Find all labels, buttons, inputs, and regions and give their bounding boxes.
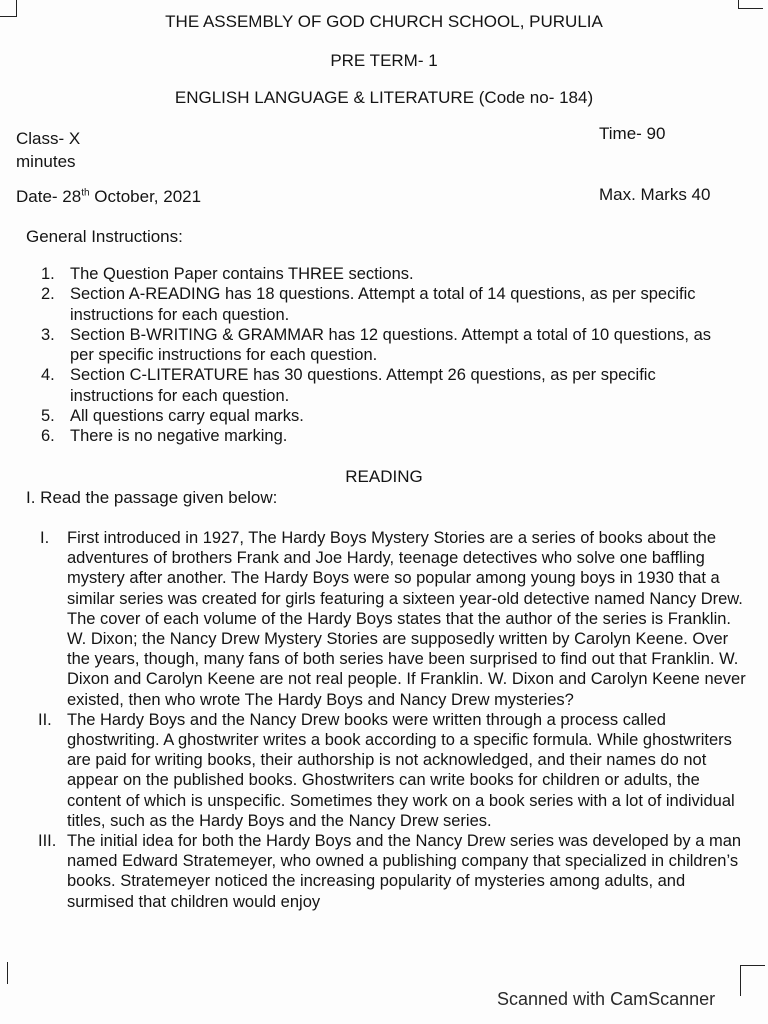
passage-paragraph <box>0 710 747 831</box>
instructions-list <box>0 264 768 447</box>
instructions-heading: General Instructions: <box>26 227 183 246</box>
time-label: Time- 90 <box>599 124 666 143</box>
paragraph-number: I. <box>40 529 50 547</box>
scanner-watermark: Scanned with CamScanner <box>497 989 716 1009</box>
instruction-item <box>0 406 730 426</box>
date-ordinal: th <box>81 187 90 199</box>
paragraph-number: III. <box>38 832 57 851</box>
exam-date <box>16 187 201 207</box>
instruction-number: 2. <box>41 285 55 304</box>
school-name: THE ASSEMBLY OF GOD CHURCH SCHOOL, PURULIA <box>165 12 603 31</box>
instruction-number: 4. <box>41 366 55 385</box>
date-suffix: October, 2021 <box>89 187 202 206</box>
term-title: PRE TERM- 1 <box>330 51 438 70</box>
paragraph-text: The initial idea for both the Hardy Boys and the Nancy Drew series was developed by a man named Edward Stratemeyer, who owned a publishing company that specialized in children’s books. Stratemeyer noticed the increasing popularity of mysteries among adults, and surmised that children would enjoy <box>67 832 742 911</box>
max-marks: Max. Marks 40 <box>599 185 711 204</box>
paragraph-number: II. <box>38 710 52 729</box>
instruction-number: 3. <box>41 325 55 344</box>
instruction-item <box>0 264 730 284</box>
reading-section-heading: READING <box>345 467 423 486</box>
instruction-item <box>0 365 730 406</box>
instruction-text: Section C-LITERATURE has 30 questions. Attempt 26 questions, as per specific instructions for each question. <box>70 366 656 405</box>
instruction-text: The Question Paper contains THREE sections. <box>70 265 414 283</box>
instruction-text: Section B-WRITING & GRAMMAR has 12 questions. Attempt a total of 10 questions, as per specific instructions for each question. <box>70 325 712 365</box>
instruction-item <box>0 426 730 446</box>
instruction-number: 6. <box>41 427 55 446</box>
instruction-item <box>0 284 730 325</box>
passage-paragraph <box>0 528 747 710</box>
crop-corner-bottom-left <box>7 962 8 984</box>
instruction-item <box>0 325 730 366</box>
crop-corner-top-right <box>738 0 763 9</box>
paragraph-text: The Hardy Boys and the Nancy Drew books were written through a process called ghostwriting. A ghostwriter writes a book according to a specific formula. While ghostwriters are paid for writing books, their authorship is not acknowledged, and their names do not appear on the published books. Ghostwriters can write books for children or adults, the content of which is unspecific. Sometimes they work on a book series with a lot of individual titles, such as the Hardy Boys and the Nancy Drew series. <box>67 710 735 830</box>
crop-corner-bottom-right <box>740 965 765 996</box>
date-prefix: Date- 28 <box>16 187 82 206</box>
class-label: Class- X <box>16 129 81 148</box>
paragraph-text: First introduced in 1927, The Hardy Boys Mystery Stories are a series of books about the adventures of brothers Frank and Joe Hardy, teenage detectives who solve one baffling mystery after another. The Hardy Boys were so popular among young boys in 1930 that a similar series was created for girls featuring a sixteen year-old detective named Nancy Drew. The cover of each volume of the Hardy Boys states that the author of the series is Franklin. W. Dixon; the Nancy Drew Mystery Stories are supposedly written by Carolyn Keene. Over the years, though, many fans of both series have been surprised to find out that Franklin. W. Dixon and Carolyn Keene are not real people. If Franklin. W. Dixon and Carolyn Keene never existed, then who wrote The Hardy Boys and Nancy Drew mysteries? <box>67 529 746 709</box>
instruction-text: All questions carry equal marks. <box>70 407 304 426</box>
instruction-number: 5. <box>41 407 55 426</box>
reading-prompt: I. Read the passage given below: <box>26 488 278 507</box>
subject-title: ENGLISH LANGUAGE & LITERATURE (Code no- 184) <box>174 88 594 107</box>
passage-paragraph <box>0 831 747 912</box>
instruction-number: 1. <box>41 265 55 283</box>
reading-passage <box>0 528 768 912</box>
instruction-text: There is no negative marking. <box>70 427 288 446</box>
instruction-text: Section A-READING has 18 questions. Attempt a total of 14 questions, as per specific instructions for each question. <box>70 285 696 324</box>
time-unit: minutes <box>16 152 76 171</box>
